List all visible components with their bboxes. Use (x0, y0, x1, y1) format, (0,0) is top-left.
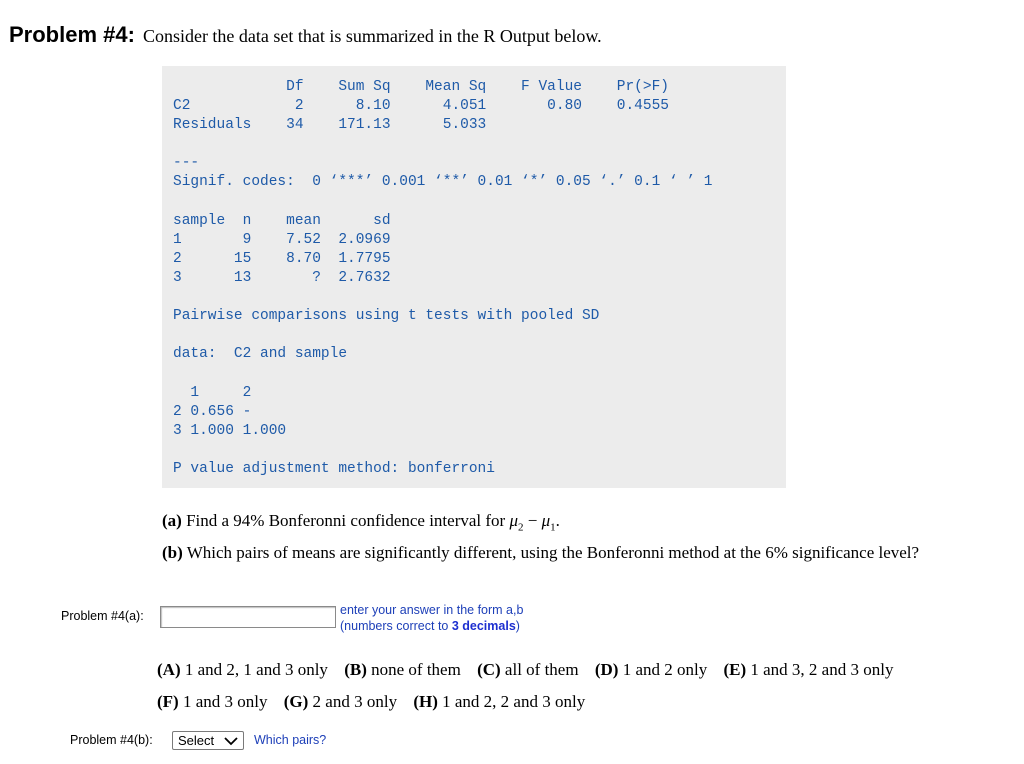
anova-row: Residuals 34 171.13 5.033 (173, 117, 487, 134)
which-pairs-link[interactable]: Which pairs? (254, 733, 327, 747)
answer-a-input[interactable] (160, 606, 336, 628)
choice-a: (A) 1 and 2, 1 and 3 only (157, 660, 328, 679)
signif-codes: Signif. codes: 0 ‘***’ 0.001 ‘**’ 0.01 ‘*’ 0.05 ‘.’ 0.1 ‘ ’ 1 (173, 174, 713, 191)
problem-header (9, 22, 602, 48)
choice-g: (G) 2 and 3 only (283, 692, 398, 711)
question-b-text: Which pairs of means are significantly different, using the Bonferonni method at the 6% significance level? (186, 543, 920, 562)
formula: $\mu_2 - \mu_1$. (509, 511, 560, 534)
choice-f: (F) 1 and 3 only (157, 692, 268, 711)
summary-row: 2 15 8.70 1.7795 (173, 250, 391, 267)
anova-row: C2 2 8.10 4.051 0.80 0.4555 (173, 98, 669, 115)
r-output-box (162, 66, 786, 488)
answer-b-label: Problem #4(b): (70, 733, 153, 747)
problem-title: Problem #4: (9, 22, 135, 47)
question-a (162, 511, 560, 533)
summary-row: 3 13 ? 2.7632 (173, 269, 391, 286)
question-a-text: Find a 94% Bonferonni confidence interval for (186, 511, 506, 530)
pvalue-matrix-row: 2 0.656 - (173, 403, 252, 420)
question-b (162, 543, 919, 563)
choice-d: (D) 1 and 2 only (594, 660, 708, 679)
separator: --- (173, 155, 200, 172)
adjustment-method: P value adjustment method: bonferroni (173, 460, 495, 477)
answer-b-select[interactable] (172, 731, 244, 750)
anova-header: Df Sum Sq Mean Sq F Value Pr(>F) (173, 79, 669, 95)
pvalue-matrix-row: 3 1.000 1.000 (173, 422, 287, 439)
r-output-text (173, 78, 713, 479)
question-b-label: (b) (162, 543, 183, 562)
choice-b: (B) none of them (344, 660, 461, 679)
chevron-down-icon (223, 735, 239, 750)
choices-row-1 (157, 660, 905, 680)
pvalue-matrix-header: 1 2 (173, 384, 252, 401)
select-value: Select (178, 733, 215, 748)
choice-e: (E) 1 and 3, 2 and 3 only (723, 660, 894, 679)
question-a-label: (a) (162, 511, 182, 530)
pairwise-title: Pairwise comparisons using t tests with pooled SD (173, 308, 600, 325)
answer-a-hint: enter your answer in the form a,b (numbers correct to 3 decimals) (340, 603, 524, 633)
choice-h: (H) 1 and 2, 2 and 3 only (413, 692, 586, 711)
summary-header: sample n mean sd (173, 212, 391, 229)
summary-row: 1 9 7.52 2.0969 (173, 231, 391, 248)
choices-row-2 (157, 692, 597, 712)
data-line: data: C2 and sample (173, 346, 348, 363)
choice-c: (C) all of them (477, 660, 579, 679)
answer-a-label: Problem #4(a): (61, 609, 144, 623)
problem-intro: Consider the data set that is summarized in the R Output below. (142, 26, 602, 46)
